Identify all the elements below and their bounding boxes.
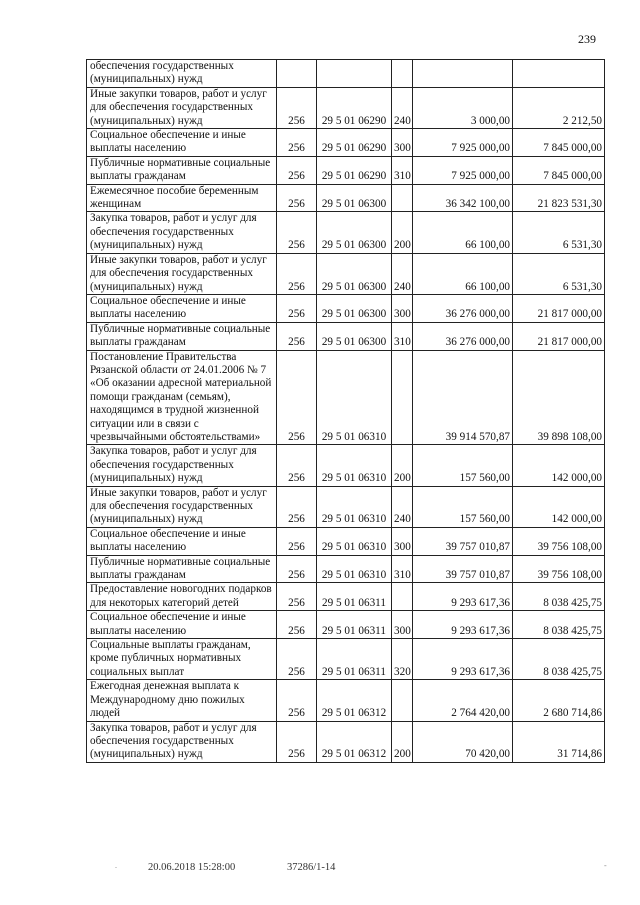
- row-amount-executed: 6 531,30: [513, 253, 605, 294]
- row-target-article: 29 5 01 06310: [317, 555, 392, 583]
- row-expense-type: 310: [392, 555, 413, 583]
- row-admin-code: [277, 60, 317, 88]
- row-amount-planned: 157 560,00: [413, 445, 513, 486]
- row-target-article: 29 5 01 06290: [317, 129, 392, 157]
- row-expense-type: 200: [392, 445, 413, 486]
- row-amount-planned: 7 925 000,00: [413, 156, 513, 184]
- row-amount-executed: [513, 60, 605, 88]
- row-target-article: 29 5 01 06311: [317, 639, 392, 680]
- row-name: Социальное обеспечение и иные выплаты населению: [87, 294, 277, 322]
- table-row: [87, 680, 605, 721]
- row-target-article: 29 5 01 06310: [317, 350, 392, 445]
- table-row: [87, 555, 605, 583]
- row-target-article: 29 5 01 06300: [317, 184, 392, 212]
- row-amount-planned: 9 293 617,36: [413, 611, 513, 639]
- table-row: [87, 350, 605, 445]
- row-target-article: 29 5 01 06310: [317, 445, 392, 486]
- footer-timestamp: 20.06.2018 15:28:00: [148, 862, 236, 873]
- row-expense-type: [392, 583, 413, 611]
- row-admin-code: 256: [277, 445, 317, 486]
- row-target-article: 29 5 01 06311: [317, 583, 392, 611]
- row-target-article: 29 5 01 06300: [317, 253, 392, 294]
- row-expense-type: 240: [392, 253, 413, 294]
- row-expense-type: 240: [392, 486, 413, 527]
- row-amount-executed: 39 756 108,00: [513, 555, 605, 583]
- row-expense-type: 310: [392, 322, 413, 350]
- row-target-article: 29 5 01 06300: [317, 294, 392, 322]
- row-amount-planned: 9 293 617,36: [413, 639, 513, 680]
- row-amount-planned: 39 914 570,87: [413, 350, 513, 445]
- row-admin-code: 256: [277, 583, 317, 611]
- row-expense-type: [392, 184, 413, 212]
- row-amount-executed: 7 845 000,00: [513, 156, 605, 184]
- row-admin-code: 256: [277, 294, 317, 322]
- row-amount-planned: 66 100,00: [413, 212, 513, 253]
- row-amount-executed: 21 817 000,00: [513, 294, 605, 322]
- row-amount-planned: 36 276 000,00: [413, 322, 513, 350]
- row-name: Закупка товаров, работ и услуг для обеспечения государственных (муниципальных) нужд: [87, 212, 277, 253]
- row-name: Публичные нормативные социальные выплаты гражданам: [87, 322, 277, 350]
- table-row: [87, 486, 605, 527]
- row-name: Иные закупки товаров, работ и услуг для обеспечения государственных (муниципальных) нужд: [87, 253, 277, 294]
- row-expense-type: 200: [392, 721, 413, 762]
- row-name: Публичные нормативные социальные выплаты гражданам: [87, 156, 277, 184]
- row-name: Иные закупки товаров, работ и услуг для обеспечения государственных (муниципальных) нужд: [87, 486, 277, 527]
- table-row: [87, 184, 605, 212]
- row-amount-planned: 66 100,00: [413, 253, 513, 294]
- row-expense-type: 300: [392, 129, 413, 157]
- table-row: [87, 87, 605, 128]
- row-target-article: 29 5 01 06311: [317, 611, 392, 639]
- row-expense-type: [392, 350, 413, 445]
- row-amount-planned: 70 420,00: [413, 721, 513, 762]
- row-amount-executed: 39 898 108,00: [513, 350, 605, 445]
- row-target-article: 29 5 01 06310: [317, 527, 392, 555]
- row-name: Ежегодная денежная выплата к Международному дню пожилых людей: [87, 680, 277, 721]
- row-target-article: 29 5 01 06312: [317, 721, 392, 762]
- row-name: Социальные выплаты гражданам, кроме публичных нормативных социальных выплат: [87, 639, 277, 680]
- table-row: [87, 156, 605, 184]
- row-name: Постановление Правительства Рязанской области от 24.01.2006 № 7 «Об оказании адресной материальной помощи гражданам (семьям), находящимся в трудной жизненной ситуации или в связи с чрезвычайными обстоятельствами»: [87, 350, 277, 445]
- row-name: Ежемесячное пособие беременным женщинам: [87, 184, 277, 212]
- row-target-article: 29 5 01 06290: [317, 87, 392, 128]
- row-admin-code: 256: [277, 129, 317, 157]
- row-target-article: [317, 60, 392, 88]
- row-admin-code: 256: [277, 350, 317, 445]
- budget-table: [86, 59, 605, 763]
- table-row: [87, 129, 605, 157]
- row-target-article: 29 5 01 06300: [317, 322, 392, 350]
- row-admin-code: 256: [277, 322, 317, 350]
- row-amount-executed: 21 823 531,30: [513, 184, 605, 212]
- row-admin-code: 256: [277, 486, 317, 527]
- row-amount-executed: 8 038 425,75: [513, 639, 605, 680]
- row-amount-planned: [413, 60, 513, 88]
- row-amount-executed: 31 714,86: [513, 721, 605, 762]
- table-row: [87, 639, 605, 680]
- row-name: Закупка товаров, работ и услуг для обеспечения государственных (муниципальных) нужд: [87, 445, 277, 486]
- row-expense-type: 320: [392, 639, 413, 680]
- row-name: Социальное обеспечение и иные выплаты населению: [87, 129, 277, 157]
- table-row: [87, 322, 605, 350]
- scan-mark-right: -: [604, 861, 607, 870]
- row-amount-planned: 36 276 000,00: [413, 294, 513, 322]
- row-admin-code: 256: [277, 212, 317, 253]
- row-amount-executed: 2 212,50: [513, 87, 605, 128]
- table-row: [87, 294, 605, 322]
- row-target-article: 29 5 01 06290: [317, 156, 392, 184]
- page-number: 239: [578, 32, 596, 46]
- table-row: [87, 60, 605, 88]
- table-row: [87, 721, 605, 762]
- row-target-article: 29 5 01 06310: [317, 486, 392, 527]
- row-admin-code: 256: [277, 87, 317, 128]
- row-expense-type: 300: [392, 527, 413, 555]
- row-name: Закупка товаров, работ и услуг для обеспечения государственных (муниципальных) нужд: [87, 721, 277, 762]
- row-amount-planned: 36 342 100,00: [413, 184, 513, 212]
- row-admin-code: 256: [277, 680, 317, 721]
- row-amount-planned: 2 764 420,00: [413, 680, 513, 721]
- row-amount-executed: 8 038 425,75: [513, 583, 605, 611]
- table-row: [87, 212, 605, 253]
- row-amount-executed: 8 038 425,75: [513, 611, 605, 639]
- row-amount-planned: 3 000,00: [413, 87, 513, 128]
- table-row: [87, 583, 605, 611]
- row-amount-executed: 142 000,00: [513, 486, 605, 527]
- row-expense-type: [392, 680, 413, 721]
- row-expense-type: 200: [392, 212, 413, 253]
- row-target-article: 29 5 01 06300: [317, 212, 392, 253]
- row-admin-code: 256: [277, 555, 317, 583]
- row-amount-planned: 157 560,00: [413, 486, 513, 527]
- row-amount-executed: 39 756 108,00: [513, 527, 605, 555]
- row-amount-planned: 9 293 617,36: [413, 583, 513, 611]
- table-row: [87, 527, 605, 555]
- row-amount-planned: 39 757 010,87: [413, 555, 513, 583]
- row-name: обеспечения государственных (муниципальных) нужд: [87, 60, 277, 88]
- row-admin-code: 256: [277, 156, 317, 184]
- row-expense-type: 300: [392, 611, 413, 639]
- row-name: Иные закупки товаров, работ и услуг для обеспечения государственных (муниципальных) нужд: [87, 87, 277, 128]
- row-expense-type: [392, 60, 413, 88]
- table-row: [87, 445, 605, 486]
- row-amount-planned: 39 757 010,87: [413, 527, 513, 555]
- row-expense-type: 300: [392, 294, 413, 322]
- row-admin-code: 256: [277, 253, 317, 294]
- table-row: [87, 611, 605, 639]
- row-amount-executed: 7 845 000,00: [513, 129, 605, 157]
- row-amount-executed: 142 000,00: [513, 445, 605, 486]
- row-name: Предоставление новогодних подарков для некоторых категорий детей: [87, 583, 277, 611]
- row-expense-type: 310: [392, 156, 413, 184]
- row-amount-executed: 21 817 000,00: [513, 322, 605, 350]
- row-amount-executed: 2 680 714,86: [513, 680, 605, 721]
- row-amount-executed: 6 531,30: [513, 212, 605, 253]
- row-expense-type: 240: [392, 87, 413, 128]
- row-name: Социальное обеспечение и иные выплаты населению: [87, 611, 277, 639]
- row-amount-planned: 7 925 000,00: [413, 129, 513, 157]
- row-admin-code: 256: [277, 611, 317, 639]
- row-name: Социальное обеспечение и иные выплаты населению: [87, 527, 277, 555]
- row-name: Публичные нормативные социальные выплаты гражданам: [87, 555, 277, 583]
- row-admin-code: 256: [277, 184, 317, 212]
- scan-mark-left: .: [115, 861, 117, 870]
- row-target-article: 29 5 01 06312: [317, 680, 392, 721]
- row-admin-code: 256: [277, 639, 317, 680]
- footer-doc-number: 37286/1-14: [287, 862, 336, 873]
- row-admin-code: 256: [277, 721, 317, 762]
- table-row: [87, 253, 605, 294]
- row-admin-code: 256: [277, 527, 317, 555]
